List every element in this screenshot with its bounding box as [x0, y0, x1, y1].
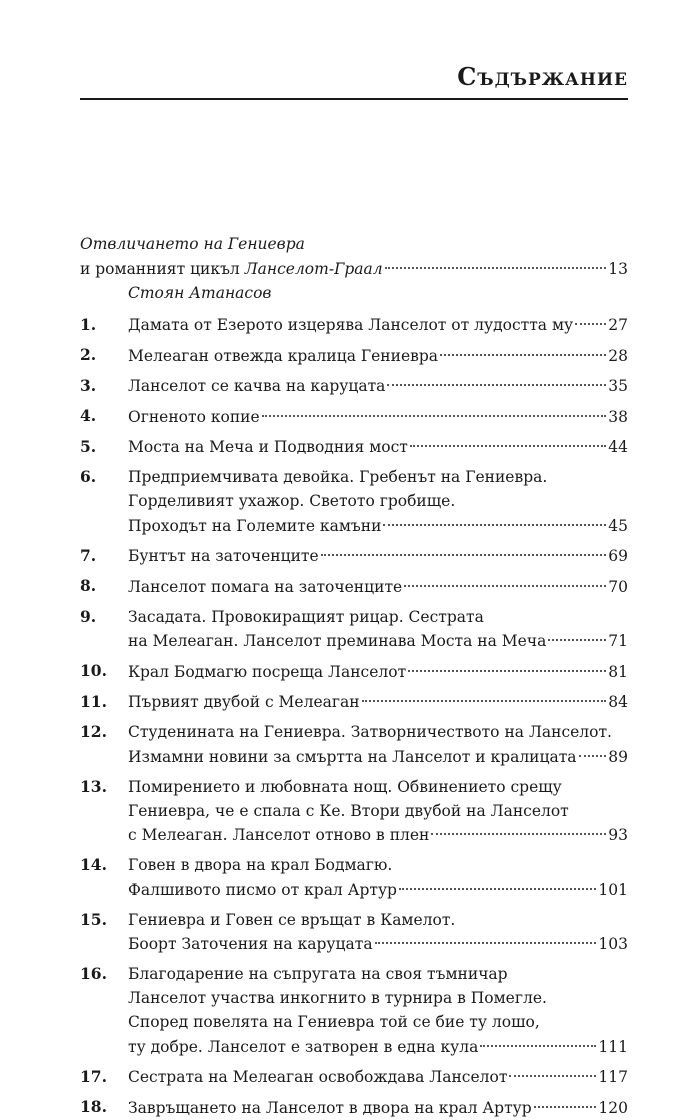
dot-leader — [431, 818, 606, 836]
toc-entry — [80, 435, 628, 460]
chapter-number: 3. — [80, 375, 97, 395]
page-number: 103 — [598, 935, 628, 953]
chapter-title-text: Ланселот се качва на каруцата — [128, 377, 386, 395]
page-number: 89 — [608, 747, 628, 766]
chapter-number: 4. — [80, 406, 97, 425]
chapter-number: 8. — [80, 576, 97, 595]
dot-leader — [408, 654, 606, 672]
chapter-number: 1. — [80, 314, 97, 334]
chapter-title-line — [128, 374, 628, 399]
toc-entry — [80, 1065, 628, 1090]
dot-leader — [548, 624, 606, 642]
toc-entry — [80, 374, 628, 399]
chapter-title — [128, 1065, 628, 1090]
chapter-number: 6. — [80, 467, 97, 486]
chapter-title — [128, 605, 628, 654]
chapter-title-line — [128, 1034, 628, 1059]
page-title: Съдържание — [457, 62, 628, 91]
chapter-title-text: ту добре. Ланселот е затворен в една кула — [128, 1037, 479, 1056]
chapter-title — [128, 435, 628, 460]
chapter-title — [128, 313, 628, 338]
dot-leader — [575, 308, 606, 326]
page-number: 111 — [598, 1037, 628, 1056]
intro-entry — [80, 232, 628, 305]
chapter-number: 5. — [80, 436, 97, 456]
chapter-title-line — [128, 1095, 628, 1120]
chapter-title-text: Огненото копие — [128, 407, 260, 426]
toc-entry — [80, 659, 628, 684]
chapter-title-text: Мелеаган отвежда кралица Гениевра — [128, 346, 439, 365]
chapter-title-text: Моста на Меча и Подводния мост — [128, 438, 408, 456]
chapter-title-text: Гениевра и Говен се връщат в Камелот. — [128, 910, 456, 929]
dot-leader — [410, 430, 606, 448]
chapter-title-text: Бунтът на заточенците — [128, 547, 319, 565]
chapter-title-line — [128, 775, 628, 799]
dot-leader — [387, 369, 606, 387]
dot-leader — [440, 338, 606, 356]
chapter-number: 2. — [80, 345, 97, 364]
chapter-title-line — [128, 962, 628, 986]
page-number: 38 — [608, 407, 628, 426]
dot-leader — [383, 508, 606, 526]
chapter-number: 15. — [80, 909, 107, 929]
chapter-title — [128, 720, 628, 769]
intro-title-prefix: и романният цикъл — [80, 259, 245, 278]
chapter-number: 12. — [80, 722, 107, 741]
dot-leader — [404, 569, 606, 587]
chapter-number: 10. — [80, 661, 107, 680]
page-number: 70 — [608, 577, 628, 596]
page-number: 81 — [608, 662, 628, 681]
intro-title-line-with-page — [80, 256, 628, 281]
chapter-list — [80, 313, 628, 1120]
chapter-title-text: Помирението и любовната нощ. Обвинението срещу — [128, 777, 562, 796]
chapter-title-text: Боорт Заточения на каруцата — [128, 935, 373, 953]
chapter-title-line — [128, 1065, 628, 1090]
toc-entry — [80, 962, 628, 1059]
dot-leader — [262, 399, 607, 417]
chapter-title-text: Студенината на Гениевра. Затворничеството на Ланселот. — [128, 723, 612, 741]
chapter-title-line — [128, 404, 628, 429]
chapter-title-text: Засадата. Провокиращият рицар. Сестрата — [128, 607, 484, 626]
table-of-contents — [80, 232, 628, 1120]
chapter-title — [128, 962, 628, 1059]
chapter-title-text: Първият двубой с Мелеаган — [128, 693, 360, 711]
chapter-title-line — [128, 932, 628, 957]
chapter-title-text: Благодарение на съпругата на своя тъмничар — [128, 965, 508, 983]
intro-title-line: Отвличането на Гениевра — [80, 235, 305, 253]
chapter-title-line — [128, 465, 628, 489]
chapter-title — [128, 574, 628, 599]
intro-title-line2 — [80, 257, 383, 281]
chapter-title — [128, 775, 628, 848]
chapter-title-text: Гениевра, че е спала с Ке. Втори двубой на Ланселот — [128, 801, 569, 820]
toc-entry — [80, 908, 628, 957]
page-header — [80, 56, 628, 100]
chapter-title-line — [128, 659, 628, 684]
chapter-title — [128, 374, 628, 399]
chapter-title-line — [128, 823, 628, 848]
chapter-title-text: Завръщането на Ланселот в двора на крал Артур — [128, 1098, 532, 1117]
toc-entry — [80, 465, 628, 538]
dot-leader — [399, 872, 596, 890]
dot-leader — [480, 1029, 596, 1047]
chapter-number: 9. — [80, 606, 97, 626]
chapter-title — [128, 690, 628, 715]
chapter-title-text: Ланселот участва инкогнито в турнира в Помегле. — [128, 989, 547, 1007]
chapter-title-text: Предприемчивата девойка. Гребенът на Гениевра. — [128, 468, 548, 486]
page-number: 84 — [608, 693, 628, 711]
toc-entry — [80, 313, 628, 338]
chapter-title — [128, 465, 628, 538]
toc-entry — [80, 690, 628, 715]
chapter-title-text: Проходът на Големите камъни — [128, 516, 382, 535]
chapter-title-line — [128, 544, 628, 569]
page-number: 27 — [608, 316, 628, 334]
chapter-title-line — [128, 513, 628, 538]
chapter-title-text: Според повелята на Гениевра той се бие ту лошо, — [128, 1013, 540, 1031]
chapter-title — [128, 908, 628, 957]
page-number: 93 — [608, 826, 628, 844]
chapter-title-text: Ланселот помага на заточенците — [128, 577, 403, 596]
chapter-title-line — [128, 629, 628, 654]
page-number: 117 — [598, 1068, 628, 1086]
chapter-title-text: Горделивият ухажор. Светото гробище. — [128, 492, 456, 510]
toc-entry — [80, 574, 628, 599]
chapter-number: 11. — [80, 691, 107, 711]
toc-entry — [80, 404, 628, 429]
chapter-title-text: Фалшивото писмо от крал Артур — [128, 880, 397, 899]
page-number: 13 — [608, 259, 628, 278]
page-number: 120 — [598, 1098, 628, 1117]
chapter-title — [128, 544, 628, 569]
chapter-title — [128, 853, 628, 902]
chapter-title-text: Крал Бодмагю посреща Ланселот — [128, 662, 407, 681]
toc-entry — [80, 853, 628, 902]
toc-entry — [80, 775, 628, 848]
toc-entry — [80, 1095, 628, 1120]
chapter-number: 18. — [80, 1097, 107, 1116]
page-number: 35 — [608, 377, 628, 395]
chapter-title-text: Дамата от Езерото изцерява Ланселот от лудостта му — [128, 316, 574, 334]
page-number: 44 — [608, 438, 628, 456]
chapter-title-line — [128, 744, 628, 769]
page-number: 69 — [608, 547, 628, 565]
dot-leader — [509, 1060, 596, 1078]
toc-entry — [80, 720, 628, 769]
dot-leader — [534, 1090, 597, 1108]
chapter-title-text: Говен в двора на крал Бодмагю. — [128, 856, 393, 874]
chapter-title — [128, 343, 628, 368]
intro-title-italic: Ланселот-Граал — [244, 259, 383, 278]
dot-leader — [362, 685, 607, 703]
page-number: 101 — [598, 880, 628, 899]
chapter-title-text: Измамни новини за смъртта на Ланселот и кралицата — [128, 747, 577, 766]
page-number: 45 — [608, 516, 628, 535]
chapter-number: 13. — [80, 776, 107, 796]
chapter-title-line — [128, 313, 628, 338]
toc-entry — [80, 343, 628, 368]
page-number: 71 — [608, 632, 628, 650]
dot-leader — [375, 927, 597, 945]
chapter-title-line — [128, 435, 628, 460]
chapter-number: 17. — [80, 1066, 107, 1086]
chapter-title-line — [128, 690, 628, 715]
chapter-title-line — [128, 877, 628, 902]
chapter-title — [128, 404, 628, 429]
chapter-title-text: Сестрата на Мелеаган освобождава Ланселот — [128, 1068, 508, 1086]
dot-leader — [385, 251, 607, 269]
chapter-title-line — [128, 720, 628, 744]
chapter-title-text: с Мелеаган. Ланселот отново в плен — [128, 826, 430, 844]
intro-author: Стоян Атанасов — [128, 283, 272, 302]
chapter-number: 16. — [80, 964, 107, 983]
dot-leader — [579, 739, 607, 757]
chapter-title — [128, 1095, 628, 1120]
page-number: 28 — [608, 346, 628, 365]
toc-entry — [80, 544, 628, 569]
chapter-title-text: на Мелеаган. Ланселот преминава Моста на Меча — [128, 632, 547, 650]
chapter-number: 14. — [80, 855, 107, 874]
chapter-title-line — [128, 343, 628, 368]
chapter-title-line — [128, 574, 628, 599]
chapter-title-line — [128, 986, 628, 1010]
chapter-title — [128, 659, 628, 684]
dot-leader — [321, 539, 607, 557]
chapter-number: 7. — [80, 545, 97, 565]
toc-entry — [80, 605, 628, 654]
